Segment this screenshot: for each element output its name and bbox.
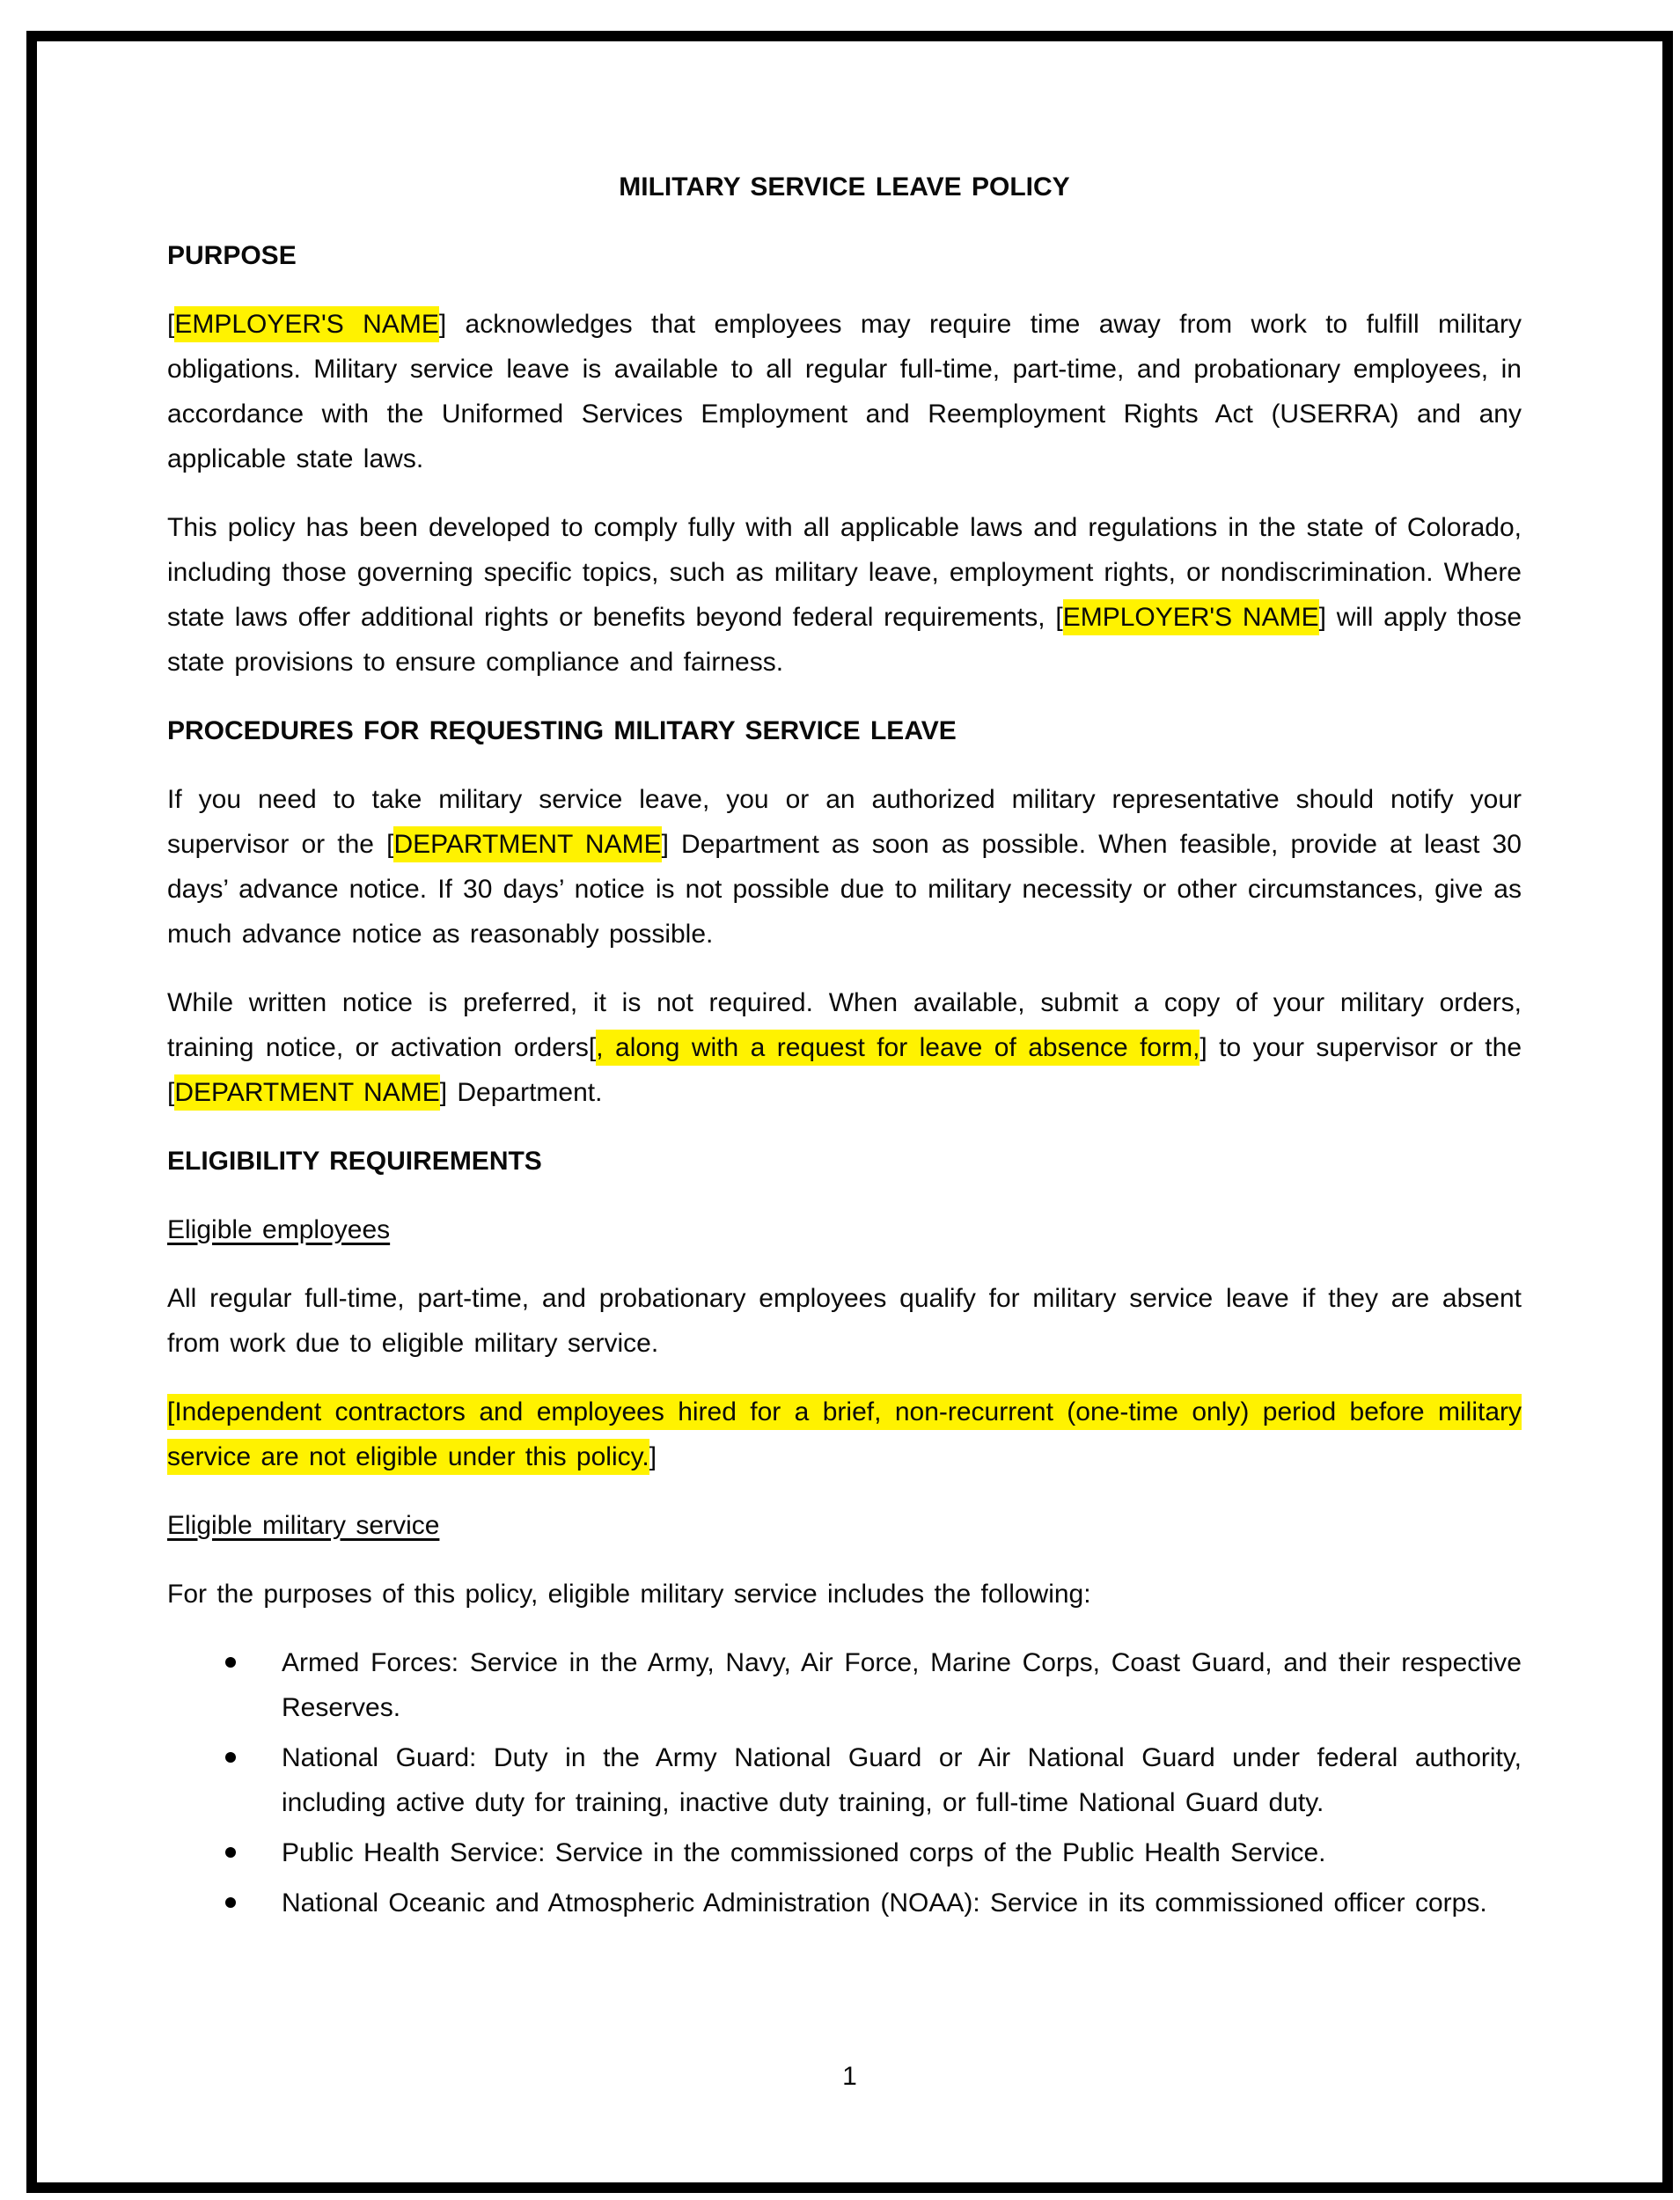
paragraph-purpose-1 [167,302,1522,481]
text-segment: ] [649,1442,657,1471]
text-segment: ] will apply those state provisions to ensure compliance and fairness. [167,603,1522,677]
text-segment: ] acknowledges that employees may require time away from work to fulfill military obligations. Military service leave is available to all regular full-time, part-time, and probationary employees, in accordance with the Uniformed Services Employment and Reemployment Rights Act (USERRA) and any applicable state laws. [167,310,1522,473]
paragraph-eligible-employees [167,1276,1522,1366]
subheading-eligible-employees: Eligible employees [167,1215,391,1244]
text-segment: ] to your supervisor or the [ [167,1033,1522,1107]
paragraph-contractors-note [167,1390,1522,1479]
text-segment: [ [167,310,175,339]
text-segment: Public Health Service: Service in the commissioned corps of the Public Health Service. [282,1838,1326,1867]
paragraph-eligible-service-intro [167,1572,1522,1617]
paragraph-procedures-2 [167,980,1522,1115]
paragraph-procedures-1 [167,777,1522,957]
text-segment: ] Department as soon as possible. When feasible, provide at least 30 days’ advance notice. If 30 days’ notice is not possible due to military necessity or other circumstances, give as much advance notice as reasonably possible. [167,830,1522,949]
list-item-public-health-service [282,1830,1522,1875]
eligible-service-list [167,1640,1522,1925]
text-segment: National Oceanic and Atmospheric Administration (NOAA): Service in its commissioned officer corps. [282,1888,1487,1918]
document-page-border [26,31,1673,2193]
highlighted-text: DEPARTMENT NAME [174,1074,439,1111]
text-segment: While written notice is preferred, it is not required. When available, submit a copy of your military orders, training notice, or activation orders[ [167,988,1522,1062]
highlighted-text: , along with a request for leave of absence form, [596,1030,1199,1066]
highlighted-text: EMPLOYER'S NAME [174,306,439,342]
text-segment: Armed Forces: Service in the Army, Navy, Air Force, Marine Corps, Coast Guard, and their respective Reserves. [282,1648,1522,1722]
document-content [37,41,1662,1949]
text-segment: If you need to take military service leave, you or an authorized military representative should notify your supervisor or the [ [167,785,1522,859]
heading-purpose: PURPOSE [167,241,297,270]
paragraph-purpose-2 [167,505,1522,685]
page-number: 1 [842,2062,857,2091]
text-segment: This policy has been developed to comply fully with all applicable laws and regulations in the state of Colorado, including those governing specific topics, such as military leave, employment rights, or nondiscrimination. Where state laws offer additional rights or benefits beyond federal requirements, [ [167,513,1522,632]
highlighted-text: DEPARTMENT NAME [393,826,661,862]
document-title: MILITARY SERVICE LEAVE POLICY [619,172,1070,202]
text-segment: ] Department. [439,1078,603,1107]
highlighted-text: [Independent contractors and employees hired for a brief, non-recurrent (one-time only) period before military service are not eligible under this policy. [167,1394,1522,1475]
list-item-national-guard [282,1735,1522,1825]
list-item-armed-forces [282,1640,1522,1730]
heading-eligibility: ELIGIBILITY REQUIREMENTS [167,1147,542,1176]
heading-procedures: PROCEDURES FOR REQUESTING MILITARY SERVICE LEAVE [167,716,957,745]
list-item-noaa [282,1881,1522,1925]
text-segment: All regular full-time, part-time, and probationary employees qualify for military service leave if they are absent from work due to eligible military service. [167,1284,1522,1358]
highlighted-text: EMPLOYER'S NAME [1063,599,1319,635]
text-segment: National Guard: Duty in the Army National Guard or Air National Guard under federal authority, including active duty for training, inactive duty training, or full-time National Guard duty. [282,1743,1522,1817]
text-segment: For the purposes of this policy, eligible military service includes the following: [167,1580,1091,1609]
subheading-eligible-military-service: Eligible military service [167,1511,440,1540]
